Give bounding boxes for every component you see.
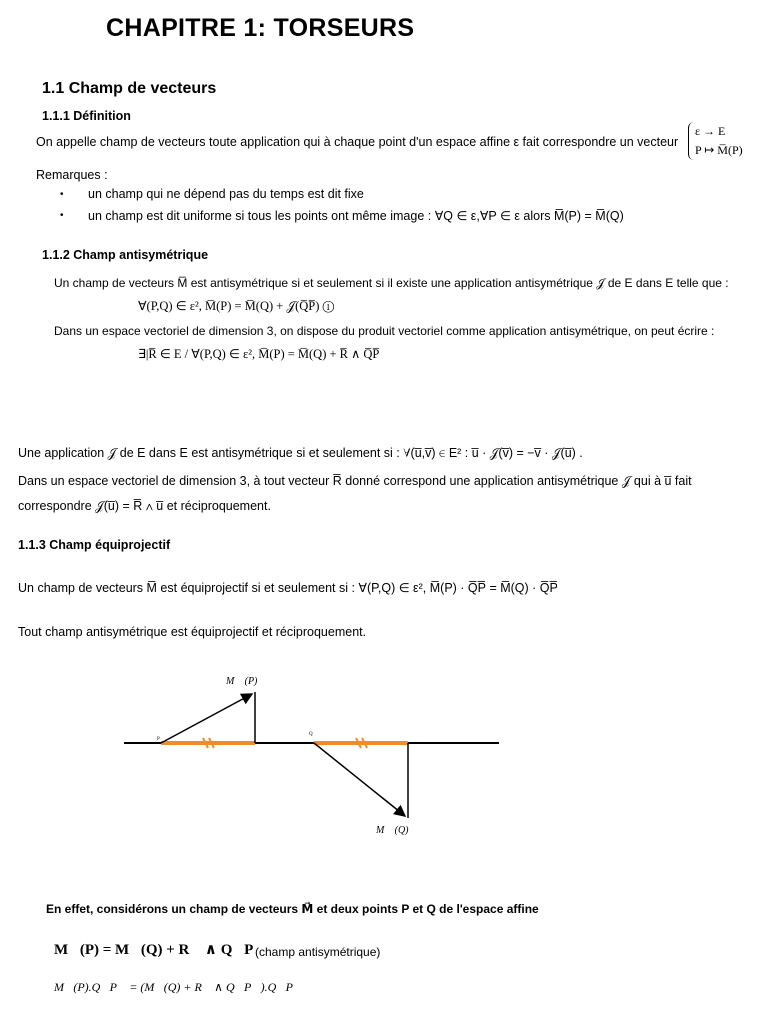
antisym-text-2: Dans un espace vectoriel de dimension 3, on dispose du produit vectoriel comme application antisymétrique, on peut écrire : [54,324,715,338]
proof-equation-2: M⃗(P).Q⃗P⃗ = (M⃗(Q) + R⃗ ∧ Q⃗P⃗).Q⃗P⃗ [54,980,303,994]
label-p: P [157,737,160,742]
application-line-3: correspondre 𝒥(u̅) = R̅ ∧ u̅ et réciproquement. [18,499,271,513]
subsection-heading-1-1-2: 1.1.2 Champ antisymétrique [42,248,209,262]
proof-equation-note: (champ antisymétrique) [255,945,381,959]
label-mp: M⃗ (P) [226,676,258,687]
mapping-line-2: P ↦ M̅(P) [695,143,743,157]
vector-mp-arrow [161,694,252,743]
mapping-line-1: ε → E [695,124,726,138]
definition-mapping [688,122,755,160]
equiprojectivity-diagram [118,668,508,843]
chapter-title: CHAPITRE 1: TORSEURS [106,14,415,42]
application-line-1: Une application 𝒥 de E dans E est antisymétrique si et seulement si : ∀(u̅,v̅) ∈ E² : u̅ · 𝒥(v̅) = −v̅ · 𝒥(u̅) . [18,446,583,460]
remarques-label: Remarques : [36,168,108,182]
label-q: Q [309,732,313,737]
bullet-icon: • [60,189,64,200]
section-heading-1-1: 1.1 Champ de vecteurs [42,80,217,97]
antisym-formula: ∀(P,Q) ∈ ε², M̅(P) = M̅(Q) + 𝒥(Q̅P̅) ① [138,299,335,313]
definition-text: On appelle champ de vecteurs toute application qui à chaque point d'un espace affine ε fait correspondre un vecteur [36,135,679,149]
label-mq: M⃗ (Q) [376,825,409,836]
equiprojective-definition: Un champ de vecteurs M̅ est équiprojectif si et seulement si : ∀(P,Q) ∈ ε², M̅(P) · Q̅P̅ = M̅(Q) · Q̅P̅ [18,581,558,595]
subsection-heading-1-1-3: 1.1.3 Champ équiprojectif [18,538,171,552]
proof-equation-1: M⃗(P) = M⃗(Q) + R⃗ ∧ Q⃗P⃗ [54,942,265,958]
antisym-definition: Un champ de vecteurs M̅ est antisymétrique si et seulement si il existe une application antisymétrique 𝒥 de E dans E telle que : [54,276,729,290]
application-line-2: Dans un espace vectoriel de dimension 3, à tout vecteur R̅ donné correspond une application antisymétrique 𝒥 qui à u̅ fait [18,474,692,488]
proof-intro: En effet, considérons un champ de vecteurs M⃗ et deux points P et Q de l'espace affine [46,902,539,916]
remark-item: un champ qui ne dépend pas du temps est dit fixe [88,187,364,201]
antisym-formula-2: ∃|R̅ ∈ E / ∀(P,Q) ∈ ε², M̅(P) = M̅(Q) + R̅ ∧ Q̅P̅ [138,347,380,361]
vector-mq-arrow [314,743,405,816]
remark-item: un champ est dit uniforme si tous les points ont même image : ∀Q ∈ ε,∀P ∈ ε alors M̅(P) = M̅(Q) [88,209,624,223]
subsection-heading-1-1-1: 1.1.1 Définition [42,109,131,123]
bullet-icon: • [60,210,64,221]
equiprojective-statement: Tout champ antisymétrique est équiprojectif et réciproquement. [18,625,367,639]
